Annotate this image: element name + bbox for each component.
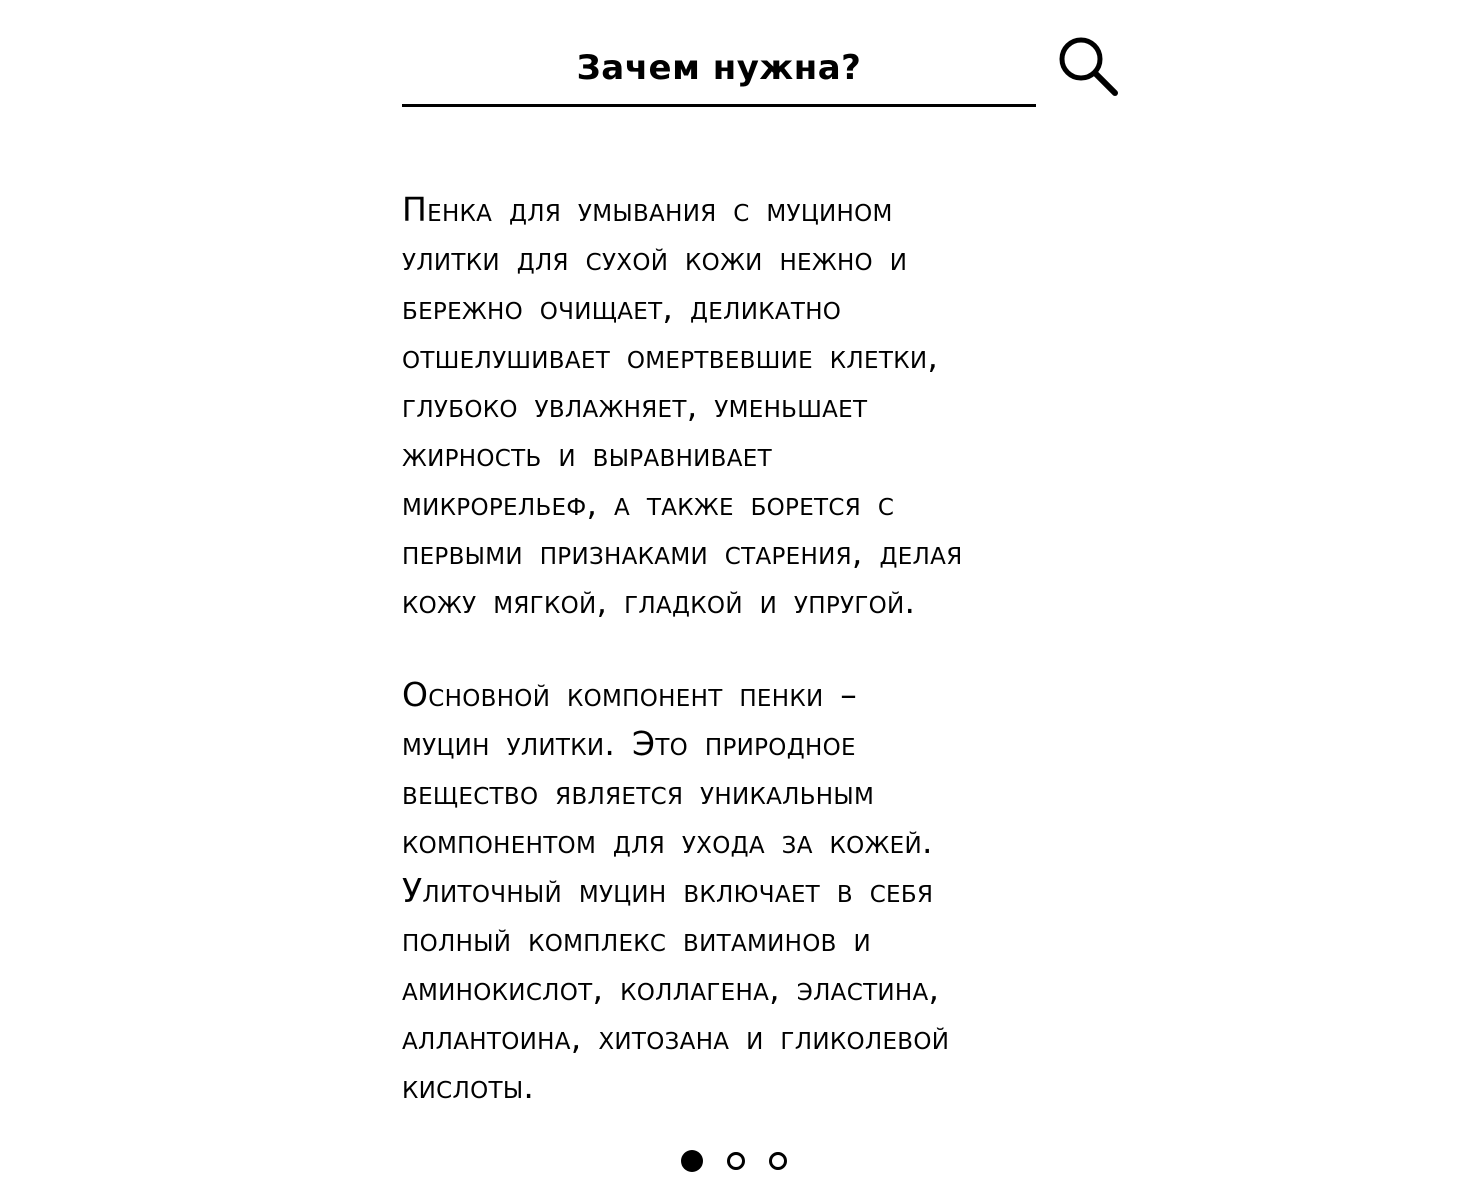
paragraph-purpose: Пенка для умывания с муцином улитки для сухой кожи нежно и бережно очищает, деликатно отшелушивает омертвевшие клетки, глубоко увлажняет, уменьшает жирность и выравнивает микрорельеф, а также борется с первыми признаками старения, делая кожу мягкой, гладкой и упругой. [402, 190, 963, 621]
search-button[interactable] [1056, 34, 1122, 100]
page-dot-1[interactable] [681, 1150, 703, 1172]
search-icon [1056, 34, 1122, 100]
page-dot-2[interactable] [727, 1152, 745, 1170]
description-text [402, 185, 1082, 1111]
paragraph-ingredient: Основной компонент пенки – муцин улитки. Это природное вещество является уникальным компонентом для ухода за кожей. Улиточный муцин включает в себя полный комплекс витаминов и аминокислот, коллагена, эластина, аллантоина, хитозана и гликолевой кислоты. [402, 675, 950, 1106]
title-underline [402, 104, 1036, 107]
page-header [402, 30, 1036, 108]
page-dot-3[interactable] [769, 1152, 787, 1170]
page-title: Зачем нужна? [576, 48, 862, 88]
pagination-dots [0, 1150, 1467, 1178]
